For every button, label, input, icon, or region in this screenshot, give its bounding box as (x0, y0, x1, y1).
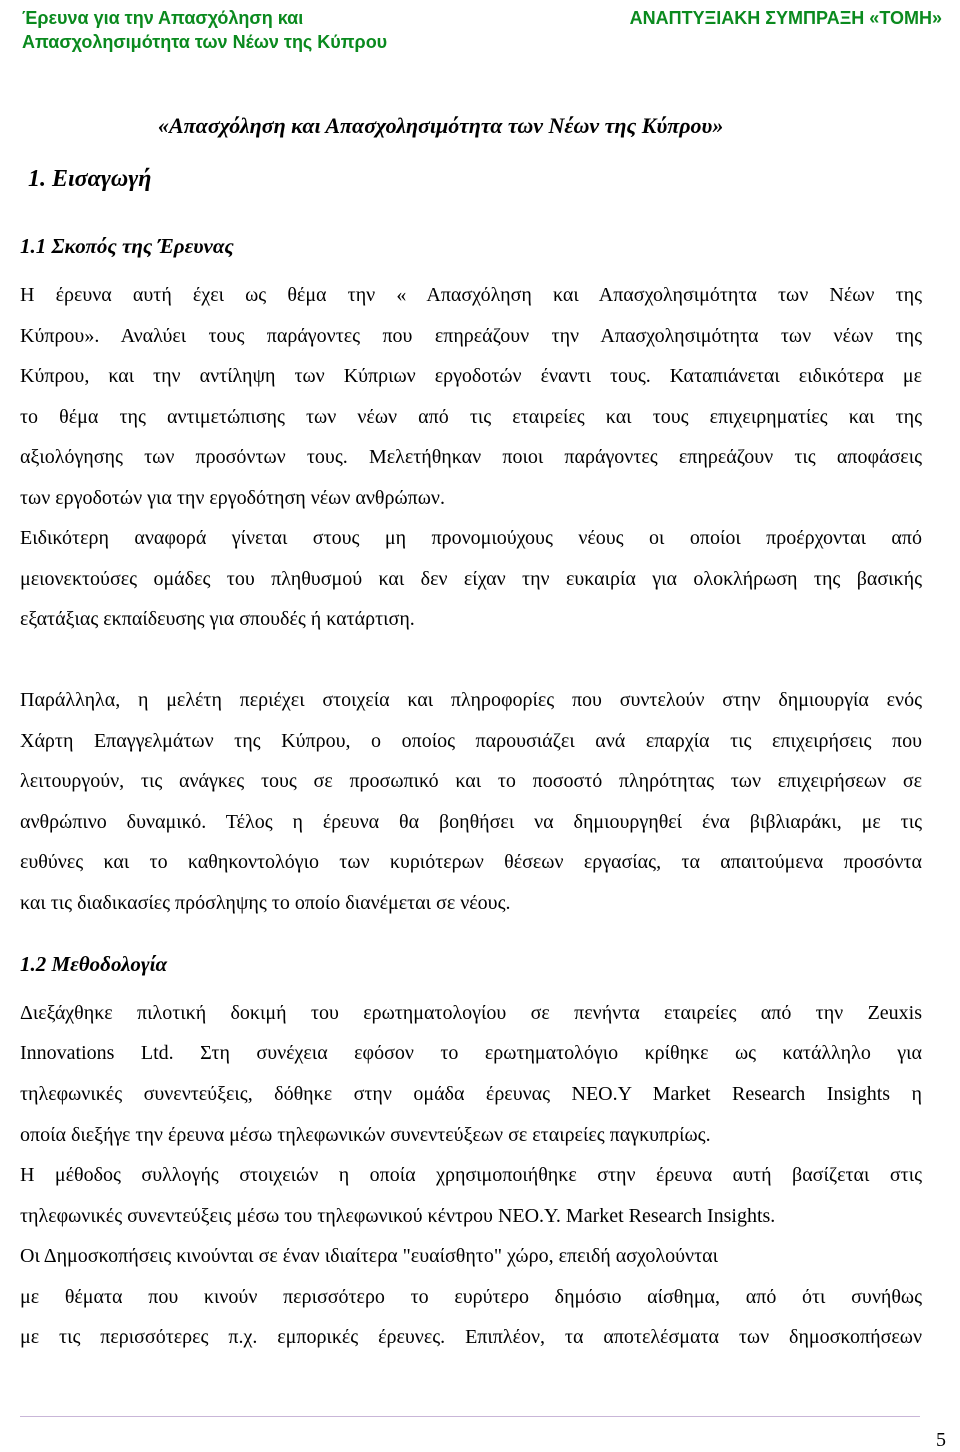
para1-line: των εργοδοτών για την εργοδότηση νέων ανθρώπων. (20, 487, 445, 509)
para4-line: Διεξάχθηκε πιλοτική δοκιμή του ερωτηματολογίου σε πενήντα εταιρείες από την Zeuxis (20, 1002, 922, 1024)
para4-line: τηλεφωνικές συνεντεύξεις, δόθηκε στην ομάδα έρευνας NEO.Y Market Research Insights η (20, 1083, 922, 1105)
para4-line: Innovations Ltd. Στη συνέχεια εφόσον το ερωτηματολόγιο κρίθηκε ως κατάλληλο για (20, 1042, 922, 1064)
subsection-heading-methodology: 1.2 Μεθοδολογία (20, 952, 168, 976)
para1-line: Η έρευνα αυτή έχει ως θέμα την « Απασχόληση και Απασχολησιμότητα των Νέων της (20, 284, 922, 306)
para3-line: λειτουργούν, τις ανάγκες τους σε προσωπικό και το ποσοστό πληρότητας των επιχειρήσεων σε (20, 770, 922, 792)
para1-line: Κύπρου, και την αντίληψη των Κύπριων εργοδοτών έναντι τους. Καταπιάνεται ειδικότερα με (20, 365, 922, 387)
para4-line: οποία διεξήγε την έρευνα μέσω τηλεφωνικών συνεντεύξεων σε εταιρείες παγκυπρίως. (20, 1124, 711, 1146)
para3-line: ανθρώπινο δυναμικό. Τέλος η έρευνα θα βοηθήσει να δημιουργηθεί ένα βιβλιαράκι, με τις (20, 811, 922, 833)
para3-line: ευθύνες και το καθηκοντολόγιο των κυριότερων θέσεων εργασίας, τα απαιτούμενα προσόντα (20, 851, 922, 873)
subsection-heading-purpose: 1.1 Σκοπός της Έρευνας (20, 234, 234, 258)
para3-line: και τις διαδικασίες πρόσληψης το οποίο διανέμεται σε νέους. (20, 892, 511, 914)
para5-line: τηλεφωνικές συνεντεύξεις μέσω του τηλεφωνικού κέντρου NEO.Y. Market Research Insights. (20, 1205, 776, 1227)
para3-line: Παράλληλα, η μελέτη περιέχει στοιχεία και πληροφορίες που συντελούν στην δημιουργία ενός (20, 689, 922, 711)
running-header-right: ΑΝΑΠΤΥΞΙΑΚΗ ΣΥΜΠΡΑΞΗ «ΤΟΜΗ» (629, 8, 942, 28)
para6-line: Οι Δημοσκοπήσεις κινούνται σε έναν ιδιαίτερα "ευαίσθητο" χώρο, επειδή ασχολούνται (20, 1245, 718, 1267)
para1-line: το θέμα της αντιμετώπισης των νέων από τις εταιρείες και τους επιχειρηματίες και της (20, 406, 922, 428)
para2-line: εξατάξιας εκπαίδευσης για σπουδές ή κατάρτιση. (20, 608, 415, 630)
para5-line: Η μέθοδος συλλογής στοιχειών η οποία χρησιμοποιήθηκε στην έρευνα αυτή βασίζεται στις (20, 1164, 922, 1186)
para6-line: με τις περισσότερες π.χ. εμπορικές έρευνες. Επιπλέον, τα αποτελέσματα των δημοσκοπήσεων (20, 1326, 922, 1348)
para1-line: αξιολόγησης των προσόντων τους. Μελετήθηκαν ποιοι παράγοντες επηρεάζουν τις αποφάσεις (20, 446, 922, 468)
document-title: «Απασχόληση και Απασχολησιμότητα των Νέων της Κύπρου» (158, 113, 724, 138)
footer-divider (20, 1416, 920, 1417)
header-left-line2: Απασχολησιμότητα των Νέων της Κύπρου (22, 32, 388, 52)
para2-line: μειονεκτούσες ομάδες του πληθυσμού και δεν είχαν την ευκαιρία για ολοκλήρωση της βασικής (20, 568, 922, 590)
para2-line: Ειδικότερη αναφορά γίνεται στους μη προνομιούχους νέους οι οποίοι προέρχονται από (20, 527, 922, 549)
running-header-left (22, 6, 387, 54)
para3-line: Χάρτη Επαγγελμάτων της Κύπρου, ο οποίος παρουσιάζει ανά επαρχία τις επιχειρήσεις που (20, 730, 922, 752)
section-heading-introduction: 1. Εισαγωγή (28, 166, 152, 192)
para1-line: Κύπρου». Αναλύει τους παράγοντες που επηρεάζουν την Απασχολησιμότητα των νέων της (20, 325, 922, 347)
para6-line: με θέματα που κινούν περισσότερο το ευρύτερο δημόσιο αίσθημα, από ότι συνήθως (20, 1286, 922, 1308)
page-number: 5 (936, 1429, 946, 1451)
header-left-line1: Έρευνα για την Απασχόληση και (22, 8, 304, 28)
